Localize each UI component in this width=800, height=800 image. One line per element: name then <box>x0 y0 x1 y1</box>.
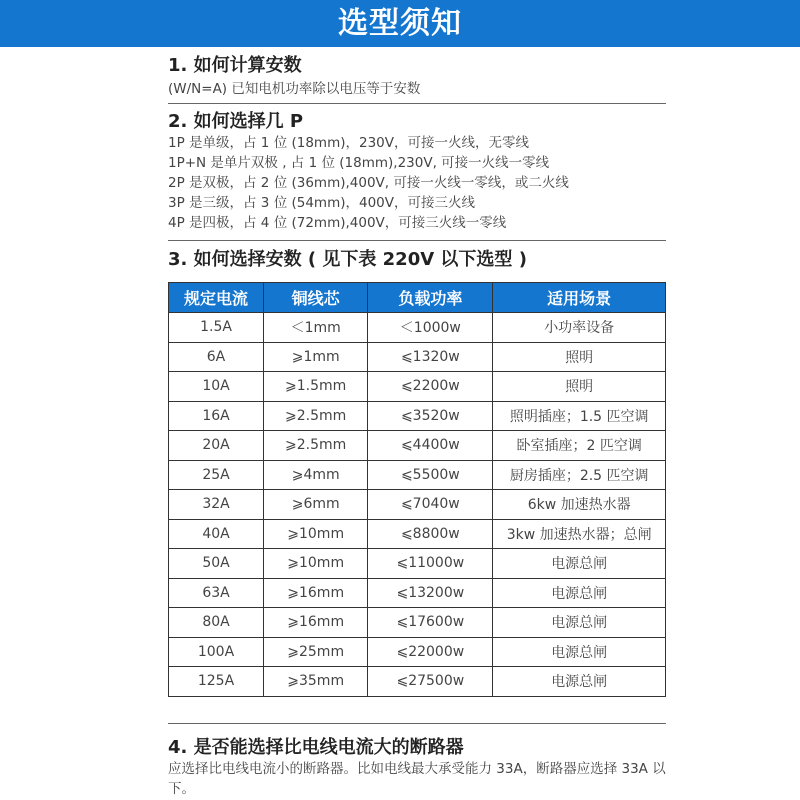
cell-copper-core: ⩾4mm <box>264 460 368 490</box>
cell-rated-current: 32A <box>169 490 264 520</box>
cell-application: 厨房插座；2.5 匹空调 <box>493 460 666 490</box>
cell-load-power: ⩽4400w <box>368 431 493 461</box>
selection-table <box>168 282 666 697</box>
table-row <box>169 372 666 402</box>
table-row <box>169 608 666 638</box>
cell-rated-current: 63A <box>169 578 264 608</box>
cell-application: 电源总闸 <box>493 667 666 697</box>
cell-application: 照明 <box>493 342 666 372</box>
section-text: (W/N=A) 已知电机功率除以电压等于安数 <box>168 81 421 97</box>
cell-application: 电源总闸 <box>493 578 666 608</box>
table-row <box>169 667 666 697</box>
cell-load-power: ⩽3520w <box>368 401 493 431</box>
cell-application: 电源总闸 <box>493 549 666 579</box>
cell-load-power: ⩽11000w <box>368 549 493 579</box>
cell-copper-core: ＜1mm <box>264 313 368 343</box>
cell-rated-current: 100A <box>169 637 264 667</box>
cell-rated-current: 50A <box>169 549 264 579</box>
cell-copper-core: ⩾16mm <box>264 608 368 638</box>
pole-line: 1P 是单级，占 1 位 (18mm)，230V，可接一火线，无零线 <box>168 135 529 151</box>
section-title: 3. 如何选择安数 ( 见下表 220V 以下选型 ) <box>168 249 527 270</box>
page-banner-title: 选型须知 <box>0 0 800 47</box>
cell-load-power: ⩽5500w <box>368 460 493 490</box>
cell-application: 照明 <box>493 372 666 402</box>
pole-line: 4P 是四极，占 4 位 (72mm),400V，可接三火线一零线 <box>168 215 507 231</box>
cell-load-power: ⩽17600w <box>368 608 493 638</box>
cell-rated-current: 125A <box>169 667 264 697</box>
table-row <box>169 401 666 431</box>
cell-copper-core: ⩾25mm <box>264 637 368 667</box>
cell-rated-current: 40A <box>169 519 264 549</box>
cell-rated-current: 16A <box>169 401 264 431</box>
header-copper-core: 铜线芯 <box>264 283 368 313</box>
section-title: 1. 如何计算安数 <box>168 55 302 76</box>
cell-copper-core: ⩾10mm <box>264 549 368 579</box>
cell-copper-core: ⩾1.5mm <box>264 372 368 402</box>
cell-rated-current: 80A <box>169 608 264 638</box>
cell-rated-current: 25A <box>169 460 264 490</box>
cell-load-power: ⩽13200w <box>368 578 493 608</box>
cell-application: 电源总闸 <box>493 637 666 667</box>
cell-copper-core: ⩾2.5mm <box>264 431 368 461</box>
section-choose-amps <box>168 249 527 271</box>
cell-copper-core: ⩾6mm <box>264 490 368 520</box>
section-larger-breaker <box>168 737 678 799</box>
cell-application: 小功率设备 <box>493 313 666 343</box>
pole-line: 2P 是双极，占 2 位 (36mm),400V, 可接一火线一零线，或二火线 <box>168 175 569 191</box>
cell-copper-core: ⩾2.5mm <box>264 401 368 431</box>
cell-application: 卧室插座；2 匹空调 <box>493 431 666 461</box>
section-calc-amps <box>168 55 420 99</box>
table-row <box>169 519 666 549</box>
divider <box>168 723 666 724</box>
cell-copper-core: ⩾1mm <box>264 342 368 372</box>
cell-rated-current: 6A <box>169 342 264 372</box>
table-row <box>169 460 666 490</box>
section-title: 4. 是否能选择比电线电流大的断路器 <box>168 737 464 758</box>
pole-line: 1P+N 是单片双极 , 占 1 位 (18mm),230V, 可接一火线一零线 <box>168 155 550 171</box>
table-header-row <box>169 283 666 313</box>
cell-load-power: ＜1000w <box>368 313 493 343</box>
pole-line: 3P 是三级，占 3 位 (54mm)，400V，可接三火线 <box>168 195 475 211</box>
header-application: 适用场景 <box>493 283 666 313</box>
header-rated-current: 规定电流 <box>169 283 264 313</box>
cell-application: 6kw 加速热水器 <box>493 490 666 520</box>
cell-application: 照明插座；1.5 匹空调 <box>493 401 666 431</box>
section-choose-poles <box>168 111 688 233</box>
cell-load-power: ⩽27500w <box>368 667 493 697</box>
cell-load-power: ⩽7040w <box>368 490 493 520</box>
section-title: 2. 如何选择几 P <box>168 111 304 132</box>
divider <box>168 240 666 241</box>
table-row <box>169 637 666 667</box>
cell-copper-core: ⩾16mm <box>264 578 368 608</box>
table-row <box>169 313 666 343</box>
cell-rated-current: 20A <box>169 431 264 461</box>
header-load-power: 负载功率 <box>368 283 493 313</box>
table-row <box>169 578 666 608</box>
cell-load-power: ⩽8800w <box>368 519 493 549</box>
divider <box>168 103 666 104</box>
table-row <box>169 342 666 372</box>
section-text: 应选择比电线电流小的断路器。比如电线最大承受能力 33A，断路器应选择 33A 以下。 <box>168 761 666 797</box>
table-row <box>169 549 666 579</box>
cell-application: 电源总闸 <box>493 608 666 638</box>
table-row <box>169 431 666 461</box>
cell-load-power: ⩽22000w <box>368 637 493 667</box>
table-row <box>169 490 666 520</box>
cell-load-power: ⩽2200w <box>368 372 493 402</box>
cell-application: 3kw 加速热水器；总闸 <box>493 519 666 549</box>
cell-copper-core: ⩾10mm <box>264 519 368 549</box>
cell-rated-current: 1.5A <box>169 313 264 343</box>
cell-copper-core: ⩾35mm <box>264 667 368 697</box>
cell-load-power: ⩽1320w <box>368 342 493 372</box>
cell-rated-current: 10A <box>169 372 264 402</box>
